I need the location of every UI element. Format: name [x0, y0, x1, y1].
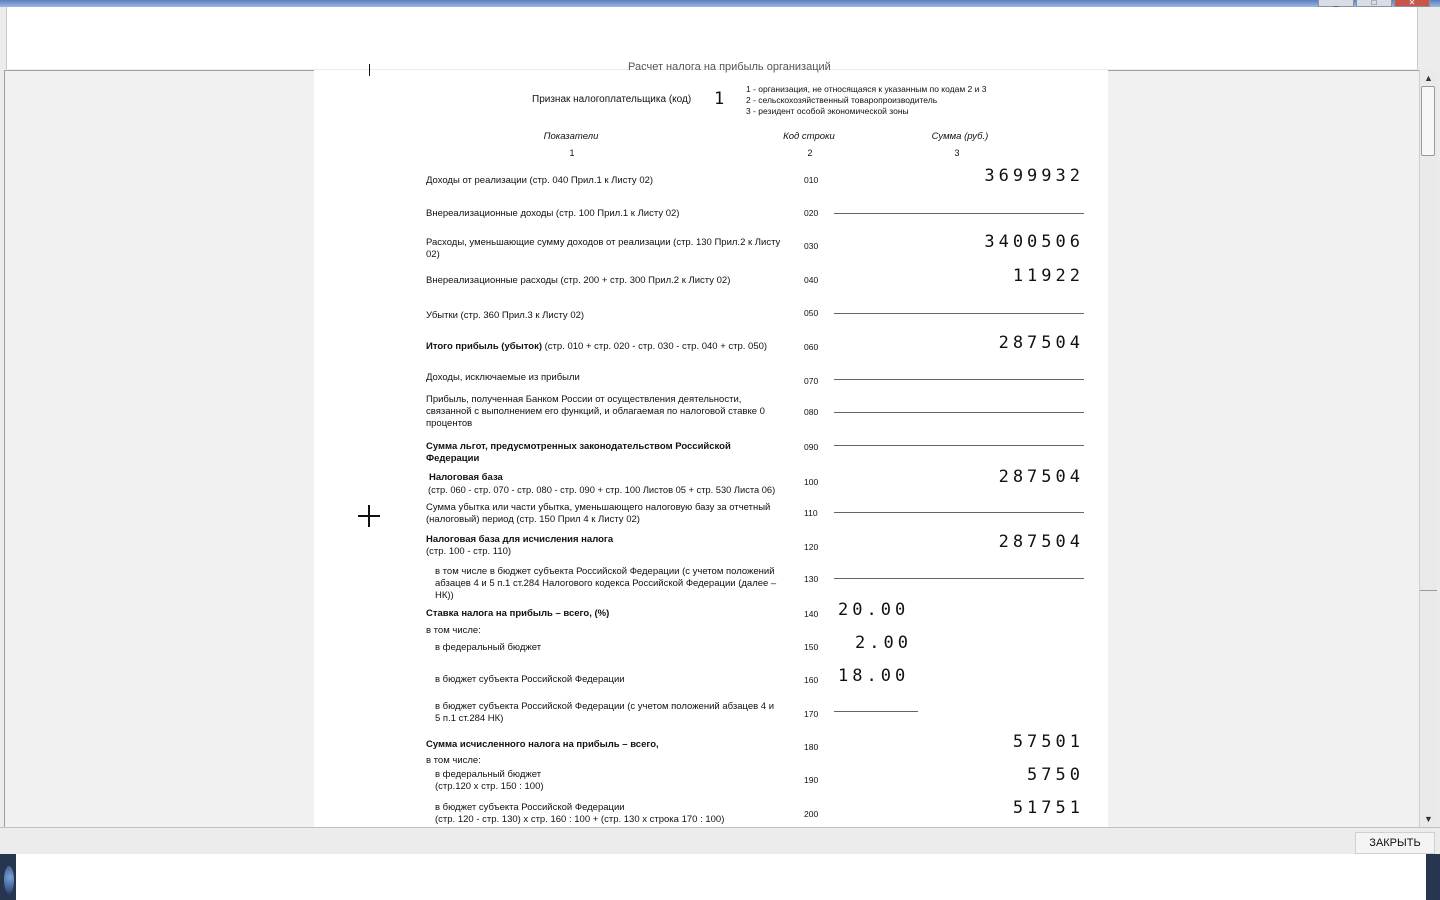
row-label [426, 739, 794, 751]
row-label-bold: Сумма льгот, предусмотренных законодательством Российской Федерации [426, 441, 731, 464]
empty-value-line [834, 711, 918, 712]
row-code: 080 [804, 407, 819, 417]
window-close-button[interactable]: ✕ [1394, 0, 1430, 7]
col-number-2: 2 [807, 148, 813, 158]
row-label: Доходы от реализации (стр. 040 Прил.1 к Листу 02) [426, 175, 654, 186]
payer-note: 1 - организация, не относящаяся к указанным по кодам 2 и 3 [746, 84, 987, 94]
row-code: 120 [804, 542, 819, 552]
row-label: в том числе в бюджет субъекта Российской Федерации (с учетом положений абзацев 4 и 5 п.1 ст.284 Налогового кодекса Российской Федерации (далее – НК)) [435, 566, 777, 601]
row-code: 100 [804, 477, 819, 487]
row-code: 030 [804, 241, 819, 251]
row-label: в бюджет субъекта Российской Федерации [435, 674, 625, 685]
empty-value-line [834, 313, 1084, 314]
subnote-incl: в том числе: [426, 625, 481, 636]
row-label-bold: Сумма исчисленного налога на прибыль – всего, [426, 739, 659, 750]
row-label-bold: Налоговая база для исчисления налога [426, 534, 614, 545]
col-header-sum: Сумма (руб.) [931, 131, 989, 142]
row-label-formula: (стр. 100 - стр. 110) [426, 546, 512, 557]
row-label-line: в бюджет субъекта Российской Федерации [435, 802, 625, 813]
col-number-3: 3 [954, 148, 960, 158]
row-label: Сумма убытка или части убытка, уменьшающего налоговую базу за отчетный (налоговый) период (стр. 150 Прил 4 к Листу 02) [426, 502, 771, 525]
minimize-button[interactable]: _ [1318, 0, 1354, 7]
row-code: 140 [804, 609, 819, 619]
row-value: 18.00 [838, 666, 910, 686]
row-label [426, 341, 806, 353]
row-code: 020 [804, 208, 819, 218]
row-value: 2.00 [855, 633, 912, 653]
row-value: 11922 [1012, 266, 1084, 286]
row-label: Внереализационные расходы (стр. 200 + стр. 300 Прил.2 к Листу 02) [426, 275, 731, 286]
scroll-down-arrow-icon[interactable]: ▼ [1424, 814, 1433, 824]
row-label [426, 441, 786, 465]
document-title: Расчет налога на прибыль организаций [628, 61, 831, 73]
crosshair-cursor-icon [358, 505, 380, 527]
empty-value-line [834, 512, 1084, 513]
row-label: Прибыль, полученная Банком России от осуществления деятельности, связанной с выполнением его функций, и облагаемая по налоговой ставке 0 процентов [426, 394, 765, 429]
row-code: 010 [804, 175, 819, 185]
row-label-bold: Налоговая база [429, 472, 503, 483]
row-value: 287504 [998, 532, 1084, 552]
row-value: 287504 [998, 467, 1084, 487]
maximize-button[interactable]: □ [1356, 0, 1392, 7]
bottom-white-area [16, 854, 1426, 900]
row-label: Доходы, исключаемые из прибыли [426, 372, 580, 383]
row-value: 20.00 [838, 600, 910, 620]
bottom-bar [0, 827, 1440, 855]
close-button[interactable]: ЗАКРЫТЬ [1355, 832, 1435, 854]
payer-note: 2 - сельскохозяйственный товаропроизводитель [746, 95, 938, 105]
row-code: 180 [804, 742, 819, 752]
row-label-formula: (стр. 120 - стр. 130) х стр. 160 : 100 + (стр. 130 х строка 170 : 100) [435, 814, 725, 825]
row-code: 130 [804, 574, 819, 584]
start-orb-icon[interactable] [4, 866, 14, 894]
subnote-incl: в том числе: [426, 755, 481, 766]
row-label-bold: Итого прибыль (убыток) [426, 341, 542, 352]
row-code: 190 [804, 775, 819, 785]
row-label-bold: Ставка налога на прибыль – всего, (%) [426, 608, 610, 619]
row-label-bold-line [426, 534, 806, 546]
empty-value-line [834, 412, 1084, 413]
payer-code: 1 [714, 89, 725, 109]
payer-label: Признак налогоплательщика (код) [532, 94, 692, 105]
row-value: 5750 [1027, 765, 1084, 785]
row-value: 51751 [1012, 798, 1084, 818]
vertical-scrollbar[interactable] [1419, 70, 1437, 827]
payer-notes [746, 84, 986, 117]
header-band [6, 7, 1418, 69]
tax-form [314, 61, 1108, 827]
row-value: 287504 [998, 333, 1084, 353]
row-label [435, 769, 803, 793]
col-header-line-code: Код строки [783, 131, 835, 142]
row-label: Расходы, уменьшающие сумму доходов от реализации (стр. 130 Прил.2 к Листу 02) [426, 237, 781, 260]
payer-note: 3 - резидент особой экономической зоны [746, 106, 909, 116]
scrollbar-thumb[interactable] [1421, 86, 1435, 156]
row-code: 110 [804, 508, 818, 518]
empty-value-line [834, 379, 1084, 380]
row-code: 150 [804, 642, 819, 652]
col-header-indicators: Показатели [543, 131, 599, 142]
col-number-1: 1 [569, 148, 575, 158]
row-code: 170 [804, 709, 819, 719]
row-label-line: в федеральный бюджет [435, 769, 542, 780]
row-label-formula: (стр. 010 + стр. 020 - стр. 030 - стр. 040 + стр. 050) [542, 341, 768, 352]
row-label: Внереализационные доходы (стр. 100 Прил.1 к Листу 02) [426, 208, 680, 219]
row-label [428, 472, 808, 496]
row-label: в федеральный бюджет [435, 642, 542, 653]
taskbar-right [1426, 854, 1440, 900]
scrollbar-track-mark [1420, 590, 1437, 591]
row-value: 57501 [1012, 732, 1084, 752]
row-code: 070 [804, 376, 819, 386]
row-code: 090 [804, 442, 819, 452]
row-label [426, 608, 794, 620]
scroll-up-arrow-icon[interactable]: ▲ [1424, 73, 1433, 83]
row-label-bold-line [428, 472, 808, 484]
row-value: 3699932 [984, 166, 1084, 186]
row-code: 200 [804, 809, 819, 819]
document-page [314, 61, 1108, 827]
row-code: 160 [804, 675, 819, 685]
window-controls [1318, 0, 1430, 7]
page-tick-mark [369, 64, 370, 76]
row-label [426, 534, 806, 558]
empty-value-line [834, 445, 1084, 446]
row-code: 060 [804, 342, 819, 352]
row-code: 050 [804, 308, 819, 318]
window-top-strip [0, 0, 1440, 7]
row-value: 3400506 [984, 232, 1084, 252]
row-code: 040 [804, 275, 819, 285]
empty-value-line [834, 213, 1084, 214]
row-label: в бюджет субъекта Российской Федерации (с учетом положений абзацев 4 и 5 п.1 ст.284 НК) [435, 701, 775, 724]
row-label: Убытки (стр. 360 Прил.3 к Листу 02) [426, 310, 585, 321]
row-label-formula: (стр.120 х стр. 150 : 100) [435, 781, 544, 792]
row-label [435, 802, 795, 826]
empty-value-line [834, 578, 1084, 579]
row-label-formula: (стр. 060 - стр. 070 - стр. 080 - стр. 090 + стр. 100 Листов 05 + стр. 530 Листа 06) [428, 485, 776, 495]
